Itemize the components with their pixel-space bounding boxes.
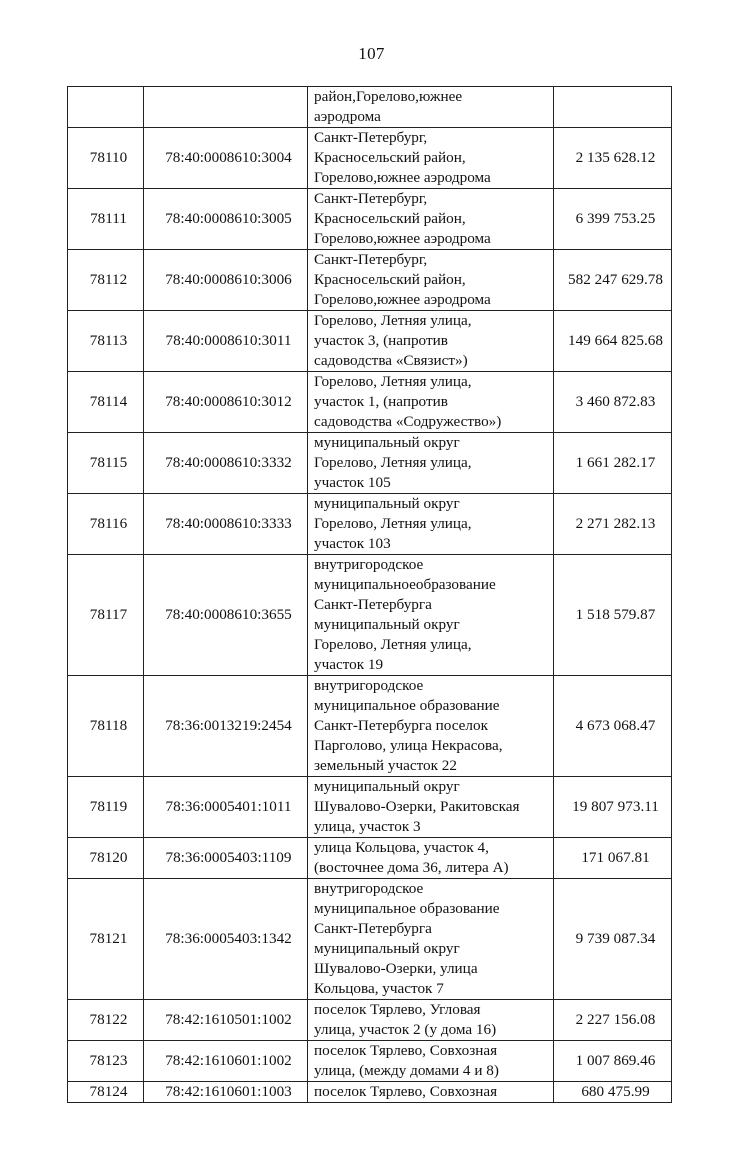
row-number-cell: 78114 xyxy=(68,372,144,433)
address-line: поселок Тярлево, Совхозная xyxy=(314,1042,498,1059)
address-cell xyxy=(308,879,554,1000)
cadastral-number-cell: 78:40:0008610:3332 xyxy=(144,433,308,494)
cadastral-number-cell: 78:40:0008610:3006 xyxy=(144,250,308,311)
table-row xyxy=(68,433,672,494)
address-line: улица Кольцова, участок 4, xyxy=(314,839,489,856)
table-row xyxy=(68,1082,672,1103)
table-row xyxy=(68,189,672,250)
row-number-cell: 78124 xyxy=(68,1082,144,1103)
address-line: внутригородское xyxy=(314,880,424,897)
table-row xyxy=(68,494,672,555)
address-line: муниципальное образование xyxy=(314,697,500,714)
address-line: Красносельский район, xyxy=(314,271,466,288)
cadastral-value-cell: 1 518 579.87 xyxy=(554,555,672,676)
table-row xyxy=(68,372,672,433)
cadastral-value-cell: 680 475.99 xyxy=(554,1082,672,1103)
table-row xyxy=(68,555,672,676)
address-line: Горелово, Летняя улица, xyxy=(314,312,472,329)
address-line: Санкт-Петербург, xyxy=(314,190,428,207)
cadastral-value-cell: 4 673 068.47 xyxy=(554,676,672,777)
address-line: поселок Тярлево, Угловая xyxy=(314,1001,481,1018)
cadastral-value-cell: 6 399 753.25 xyxy=(554,189,672,250)
address-line: (восточнее дома 36, литера А) xyxy=(314,859,509,876)
cadastral-number-cell: 78:40:0008610:3012 xyxy=(144,372,308,433)
address-line: Санкт-Петербурга поселок xyxy=(314,717,488,734)
table-row xyxy=(68,1041,672,1082)
address-line: поселок Тярлево, Совхозная xyxy=(314,1083,498,1100)
cadastral-value-cell: 2 271 282.13 xyxy=(554,494,672,555)
address-line: муниципальный округ xyxy=(314,495,460,512)
address-cell xyxy=(308,676,554,777)
table-row xyxy=(68,1000,672,1041)
table-row xyxy=(68,311,672,372)
cadastral-number-cell: 78:36:0005403:1109 xyxy=(144,838,308,879)
address-line: улица, (между домами 4 и 8) xyxy=(314,1062,499,1079)
row-number-cell: 78121 xyxy=(68,879,144,1000)
address-line: Горелово, Летняя улица, xyxy=(314,636,472,653)
row-number-cell: 78113 xyxy=(68,311,144,372)
cadastral-value-cell: 1 661 282.17 xyxy=(554,433,672,494)
address-line: муниципальный округ xyxy=(314,616,460,633)
cadastral-number-cell: 78:42:1610601:1003 xyxy=(144,1082,308,1103)
address-cell xyxy=(308,555,554,676)
cadastral-number-cell: 78:40:0008610:3011 xyxy=(144,311,308,372)
cadastral-number-cell: 78:40:0008610:3655 xyxy=(144,555,308,676)
address-line: Горелово, Летняя улица, xyxy=(314,454,472,471)
address-line: Горелово,южнее аэродрома xyxy=(314,230,491,247)
page-number: 107 xyxy=(358,44,385,63)
table-row xyxy=(68,676,672,777)
address-line: участок 3, (напротив xyxy=(314,332,448,349)
cadastral-number-cell xyxy=(144,87,308,128)
address-line: Санкт-Петербург, xyxy=(314,129,428,146)
cadastral-value-cell: 171 067.81 xyxy=(554,838,672,879)
row-number-cell: 78117 xyxy=(68,555,144,676)
table-row xyxy=(68,879,672,1000)
address-line: Горелово,южнее аэродрома xyxy=(314,169,491,186)
address-line: муниципальный округ xyxy=(314,434,460,451)
address-cell xyxy=(308,87,554,128)
address-cell xyxy=(308,250,554,311)
table-row xyxy=(68,250,672,311)
row-number-cell: 78111 xyxy=(68,189,144,250)
address-line: Шувалово-Озерки, Ракитовская xyxy=(314,798,520,815)
row-number-cell: 78116 xyxy=(68,494,144,555)
address-line: улица, участок 2 (у дома 16) xyxy=(314,1021,497,1038)
cadastral-value-cell: 149 664 825.68 xyxy=(554,311,672,372)
cadastral-number-cell: 78:40:0008610:3333 xyxy=(144,494,308,555)
row-number-cell: 78120 xyxy=(68,838,144,879)
address-line: Парголово, улица Некрасова, xyxy=(314,737,503,754)
address-line: Красносельский район, xyxy=(314,210,466,227)
cadastral-value-cell: 582 247 629.78 xyxy=(554,250,672,311)
address-line: Горелово,южнее аэродрома xyxy=(314,291,491,308)
row-number-cell: 78123 xyxy=(68,1041,144,1082)
cadastral-number-cell: 78:42:1610601:1002 xyxy=(144,1041,308,1082)
address-line: садоводства «Содружество») xyxy=(314,413,502,430)
table-row xyxy=(68,128,672,189)
row-number-cell: 78118 xyxy=(68,676,144,777)
address-line: муниципальноеобразование xyxy=(314,576,496,593)
address-cell xyxy=(308,838,554,879)
address-line: Горелово, Летняя улица, xyxy=(314,515,472,532)
row-number-cell: 78122 xyxy=(68,1000,144,1041)
address-cell xyxy=(308,1000,554,1041)
cadastral-value-cell: 2 135 628.12 xyxy=(554,128,672,189)
address-cell xyxy=(308,311,554,372)
address-line: участок 19 xyxy=(314,656,384,673)
row-number-cell: 78110 xyxy=(68,128,144,189)
table-row xyxy=(68,838,672,879)
cadastral-value-cell: 9 739 087.34 xyxy=(554,879,672,1000)
address-line: Шувалово-Озерки, улица xyxy=(314,960,478,977)
cadastral-value-cell xyxy=(554,87,672,128)
table-row xyxy=(68,87,672,128)
address-line: земельный участок 22 xyxy=(314,757,457,774)
cadastral-value-cell: 3 460 872.83 xyxy=(554,372,672,433)
address-cell xyxy=(308,1041,554,1082)
row-number-cell: 78119 xyxy=(68,777,144,838)
address-cell xyxy=(308,1082,554,1103)
cadastral-value-cell: 2 227 156.08 xyxy=(554,1000,672,1041)
cadastral-number-cell: 78:36:0013219:2454 xyxy=(144,676,308,777)
address-line: внутригородское xyxy=(314,677,424,694)
address-cell xyxy=(308,372,554,433)
address-cell xyxy=(308,777,554,838)
address-cell xyxy=(308,189,554,250)
address-line: муниципальный округ xyxy=(314,940,460,957)
address-line: участок 103 xyxy=(314,535,391,552)
address-line: Санкт-Петербург, xyxy=(314,251,428,268)
address-line: Горелово, Летняя улица, xyxy=(314,373,472,390)
address-line: садоводства «Связист») xyxy=(314,352,468,369)
table-body xyxy=(68,87,672,1103)
address-line: муниципальный округ xyxy=(314,778,460,795)
cadastral-number-cell: 78:42:1610501:1002 xyxy=(144,1000,308,1041)
address-cell xyxy=(308,128,554,189)
address-line: Кольцова, участок 7 xyxy=(314,980,444,997)
cadastral-number-cell: 78:36:0005401:1011 xyxy=(144,777,308,838)
address-cell xyxy=(308,433,554,494)
cadastral-number-cell: 78:36:0005403:1342 xyxy=(144,879,308,1000)
row-number-cell: 78115 xyxy=(68,433,144,494)
address-line: район,Горелово,южнее xyxy=(314,88,463,105)
address-line: Красносельский район, xyxy=(314,149,466,166)
address-line: участок 105 xyxy=(314,474,391,491)
row-number-cell: 78112 xyxy=(68,250,144,311)
address-line: Санкт-Петербурга xyxy=(314,596,432,613)
address-cell xyxy=(308,494,554,555)
address-line: улица, участок 3 xyxy=(314,818,421,835)
land-plot-table xyxy=(67,86,672,1103)
table-row xyxy=(68,777,672,838)
row-number-cell xyxy=(68,87,144,128)
cadastral-value-cell: 1 007 869.46 xyxy=(554,1041,672,1082)
address-line: внутригородское xyxy=(314,556,424,573)
address-line: аэродрома xyxy=(314,108,381,125)
address-line: участок 1, (напротив xyxy=(314,393,448,410)
cadastral-number-cell: 78:40:0008610:3005 xyxy=(144,189,308,250)
cadastral-value-cell: 19 807 973.11 xyxy=(554,777,672,838)
address-line: муниципальное образование xyxy=(314,900,500,917)
address-line: Санкт-Петербурга xyxy=(314,920,432,937)
cadastral-number-cell: 78:40:0008610:3004 xyxy=(144,128,308,189)
